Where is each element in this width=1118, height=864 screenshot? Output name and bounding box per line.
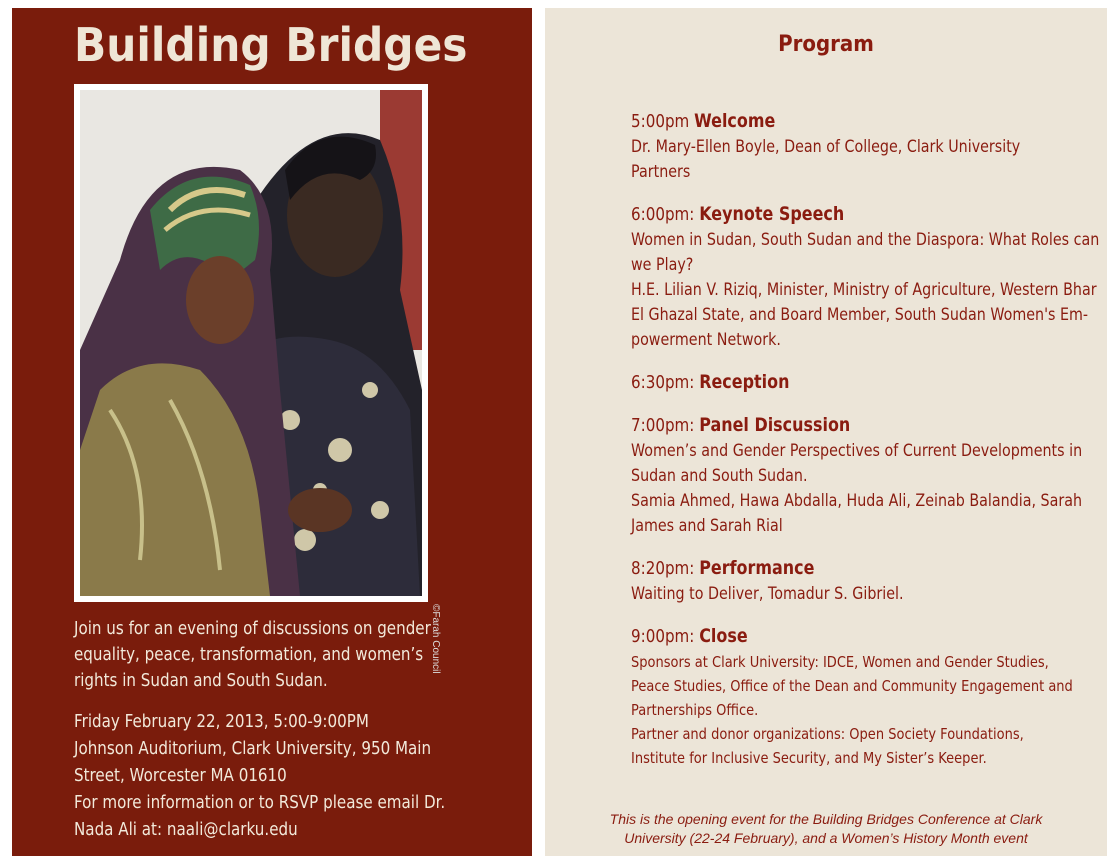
- program-items: [631, 108, 1100, 786]
- item-line: James and Sarah Rial: [631, 516, 783, 536]
- footer-line-2: University (22-24 February), and a Women’s History Month event: [624, 830, 1028, 846]
- item-line: Women’s and Gender Perspectives of Current Developments in: [631, 441, 1083, 461]
- program-item-performance: [631, 555, 1068, 607]
- event-location-line-1: Johnson Auditorium, Clark University, 950 Main: [74, 738, 432, 759]
- program-panel: [545, 8, 1107, 856]
- rsvp-email-line: Nada Ali at: naali@clarku.edu: [74, 819, 298, 840]
- photo-credit: ©Farah Council: [430, 604, 441, 674]
- program-title: Program: [778, 32, 874, 57]
- item-time: 6:00pm:: [631, 204, 695, 225]
- flyer-title: Building Bridges: [74, 18, 468, 72]
- event-details: [74, 708, 444, 843]
- program-item-keynote: [631, 201, 1100, 353]
- item-name: Reception: [699, 371, 790, 393]
- program-item-close: [631, 623, 1073, 770]
- program-item-reception: [631, 369, 1068, 396]
- item-line: H.E. Lilian V. Riziq, Minister, Ministry of Agriculture, Western Bhar: [631, 280, 1097, 300]
- item-line: Dr. Mary-Ellen Boyle, Dean of College, Clark University: [631, 137, 1021, 157]
- item-name: Performance: [699, 557, 815, 579]
- item-time: 6:30pm:: [631, 372, 695, 393]
- item-name: Panel Discussion: [699, 414, 851, 436]
- sponsor-line: Partner and donor organizations: Open Society Foundations,: [631, 725, 1024, 743]
- item-name: Close: [699, 625, 748, 647]
- item-time: 9:00pm:: [631, 626, 695, 647]
- item-line: El Ghazal State, and Board Member, South Sudan Women's Em-: [631, 305, 1089, 325]
- item-line: Samia Ahmed, Hawa Abdalla, Huda Ali, Zeinab Balandia, Sarah: [631, 491, 1083, 511]
- event-photo: [74, 84, 428, 602]
- item-time: 8:20pm:: [631, 558, 695, 579]
- item-name: Keynote Speech: [699, 203, 845, 225]
- item-line: Sudan and South Sudan.: [631, 466, 808, 486]
- item-line: Women in Sudan, South Sudan and the Diaspora: What Roles can: [631, 230, 1100, 250]
- program-item-welcome: [631, 108, 1068, 185]
- sponsor-line: Partnerships Office.: [631, 701, 759, 719]
- item-line: Waiting to Deliver, Tomadur S. Gibriel.: [631, 584, 904, 604]
- event-location-line-2: Street, Worcester MA 01610: [74, 765, 287, 786]
- event-date: Friday February 22, 2013, 5:00-9:00PM: [74, 711, 369, 732]
- item-time: 7:00pm:: [631, 415, 695, 436]
- photo-illustration: [80, 90, 422, 596]
- invitation-text: Join us for an evening of discussions on gender equality, peace, transformation, and women’s rights in Sudan and South Sudan.: [74, 618, 431, 691]
- item-time: 5:00pm: [631, 111, 690, 132]
- sponsor-line: Institute for Inclusive Security, and My Sister’s Keeper.: [631, 749, 987, 767]
- item-name: Welcome: [694, 110, 776, 132]
- sponsor-line: Sponsors at Clark University: IDCE, Women and Gender Studies,: [631, 653, 1049, 671]
- item-line: powerment Network.: [631, 330, 781, 350]
- item-line: Partners: [631, 162, 691, 182]
- program-item-panel: [631, 412, 1083, 539]
- rsvp-line-1: For more information or to RSVP please email Dr.: [74, 792, 446, 813]
- sponsor-line: Peace Studies, Office of the Dean and Community Engagement and: [631, 677, 1073, 695]
- item-line: we Play?: [631, 255, 694, 275]
- footer-note: [545, 810, 1107, 848]
- footer-line-1: This is the opening event for the Building Bridges Conference at Clark: [609, 811, 1043, 827]
